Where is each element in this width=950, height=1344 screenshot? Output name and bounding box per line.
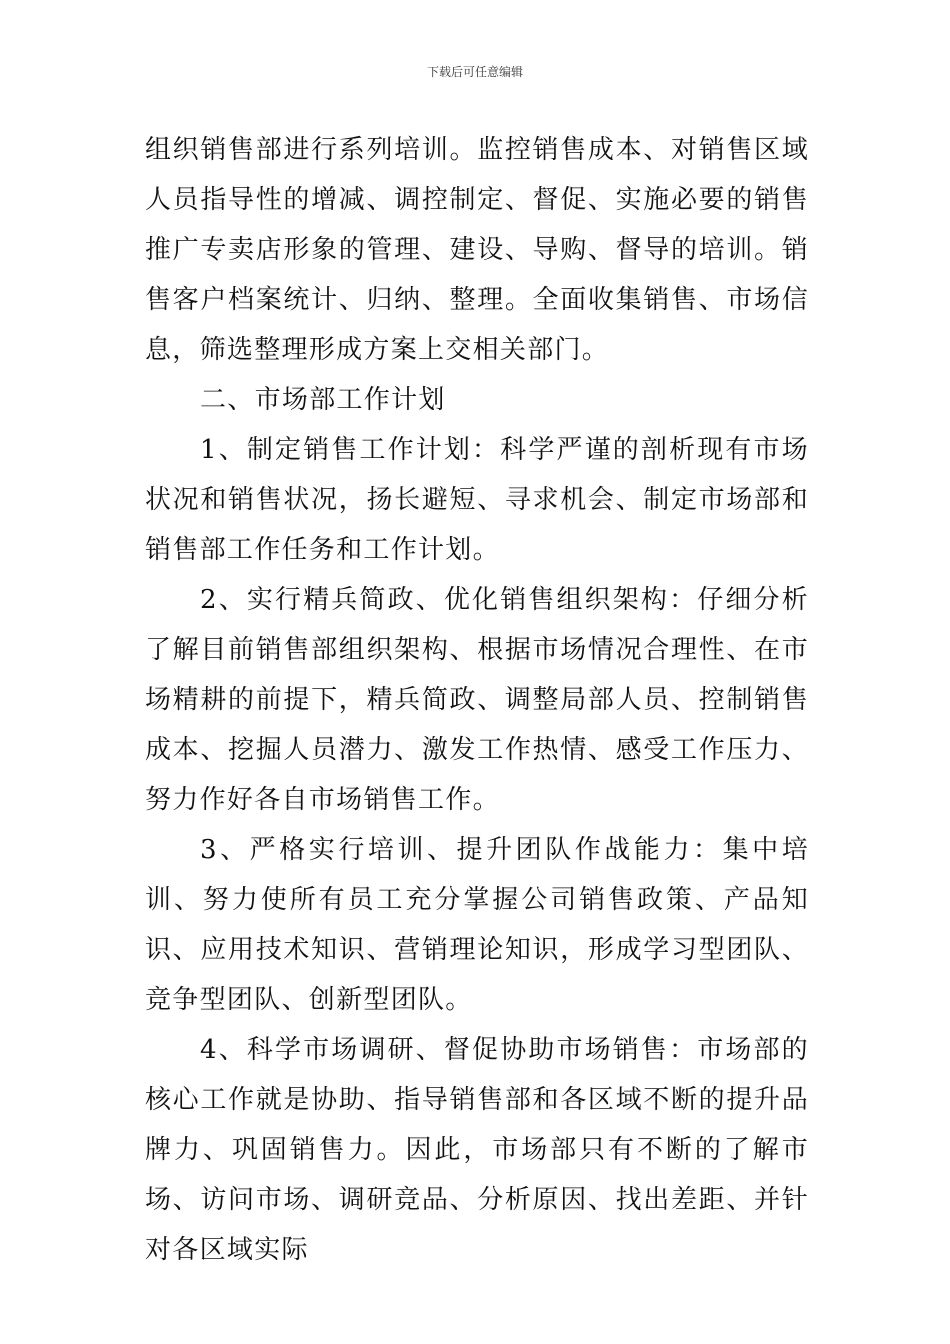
paragraph-item-3: 3、严格实行培训、提升团队作战能力：集中培训、努力使所有员工充分掌握公司销售政策、产品知识、应用技术知识、营销理论知识，形成学习型团队、竞争型团队、创新型团队。 (145, 835, 809, 1015)
paragraph-item-4: 4、科学市场调研、督促协助市场销售：市场部的核心工作就是协助、指导销售部和各区域不断的提升品牌力、巩固销售力。因此，市场部只有不断的了解市场、访问市场、调研竞品、分析原因、找出差距、并针对各区域实际 (145, 1035, 809, 1265)
paragraph-item-1: 1、制定销售工作计划：科学严谨的剖析现有市场状况和销售状况，扬长避短、寻求机会、制定市场部和销售部工作任务和工作计划。 (145, 435, 809, 565)
section-heading: 二、市场部工作计划 (200, 385, 446, 415)
page-header: 下载后可任意编辑 (426, 65, 523, 79)
document-body (145, 125, 809, 1275)
paragraph-item-2: 2、实行精兵简政、优化销售组织架构：仔细分析了解目前销售部组织架构、根据市场情况合理性、在市场精耕的前提下，精兵简政、调整局部人员、控制销售成本、挖掘人员潜力、激发工作热情、感受工作压力、努力作好各自市场销售工作。 (145, 585, 809, 815)
paragraph-1: 组织销售部进行系列培训。监控销售成本、对销售区域人员指导性的增减、调控制定、督促、实施必要的销售推广专卖店形象的管理、建设、导购、督导的培训。销售客户档案统计、归纳、整理。全面收集销售、市场信息，筛选整理形成方案上交相关部门。 (145, 135, 809, 365)
